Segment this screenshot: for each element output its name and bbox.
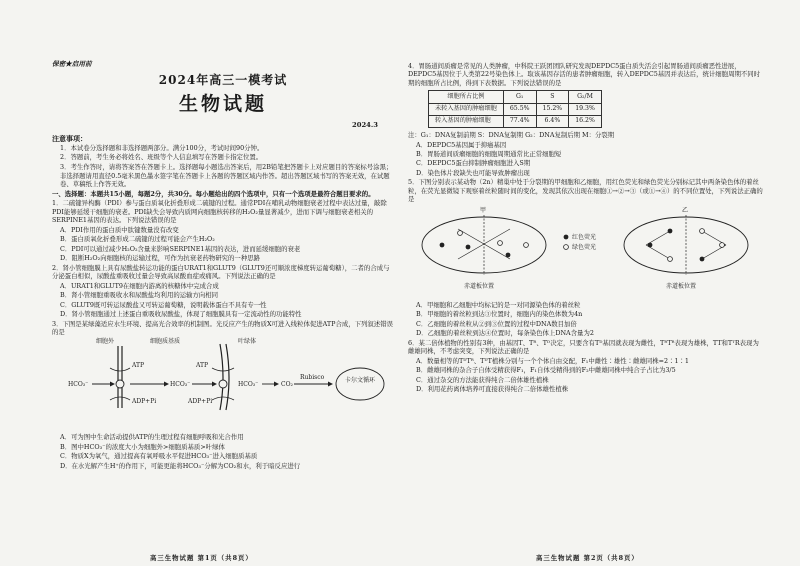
hco3-label: HCO₃⁻: [68, 381, 89, 389]
region-label: 叶绿体: [238, 338, 257, 346]
q5-option-d: D．乙细胞的着丝粒到达④位置时，每条染色体上DNA含量为2: [416, 329, 594, 338]
q5-option-b: B．甲细胞的着丝粒到达③位置时，细胞内的染色体数为4n: [416, 310, 583, 319]
cell-jia-label: 甲: [480, 206, 487, 214]
chloroplast-membrane: [220, 344, 223, 410]
notice-title: 注意事项：: [52, 133, 87, 143]
co2-label: CO₂: [281, 381, 293, 389]
q3-option-b: B．图中HCO₃⁻的浓度大小为细胞外>细胞质基质>叶绿体: [60, 442, 225, 451]
centromere-marker: [668, 256, 673, 261]
region-label: 细胞外: [96, 338, 115, 346]
q5-option-c: C．乙细胞的着丝粒从②到③位置的过程中DNA数目加倍: [416, 319, 577, 328]
question-3-stem: 3．下图是某绿藻适应水生环境、提高光合效率的机制图。光反应产生的物质X可进入线粒体促进ATP合成，下列叙述错误的是: [52, 319, 393, 336]
plate-label-jia: 赤道板位置: [464, 282, 495, 290]
table-cell: 77.4%: [503, 115, 536, 127]
chloroplast-transporter: [219, 380, 227, 388]
q3-option-c: C．物质X为氧气，通过提高有氧呼吸水平促进HCO₃⁻进入细胞质基质: [60, 452, 258, 461]
subject-title: 生物试题: [178, 92, 267, 115]
table-header-cell: G₂/M: [569, 91, 602, 103]
atp-label: ATP: [132, 362, 145, 370]
question-2-stem: 2．肾小管细胞膜上具有尿酸盐转运功能的蛋白URAT1和GLUT9（GLUT9还可顺浓度梯度转运葡萄糖），二者的合成与分泌蛋白相似，尿酸盐重吸收过量会导致高尿酸血症或痛风。下列说法正确的是: [52, 263, 390, 281]
table-cell: 6.4%: [536, 115, 569, 127]
q4-option-d: D．染色体片段缺失也可能导致肿瘤出现: [416, 168, 530, 177]
q2-option-b: B．肾小管细胞重吸收水和尿酸盐均利用的运输方向相同: [60, 291, 219, 300]
q6-option-d: D．利用花药离体培养可直接获得纯合二倍体雄性植株: [416, 385, 569, 393]
centromere-marker: [648, 242, 653, 247]
region-label: 细胞质基质: [150, 338, 181, 346]
q4-option-c: C．DEPDC5蛋白抑制肿瘤细胞进入S期: [416, 159, 531, 168]
q1-option-b: B．蛋白质氧化折叠形成二硫键的过程可能会产生H₂O₂: [60, 235, 215, 244]
table-header-cell: 细胞所占比例: [429, 91, 504, 103]
q1-option-d: D．阻断H₂O₂向细胞核的运输过程，可作为抗衰老药物研究的一种思路: [60, 254, 260, 263]
membrane-transporter: [116, 380, 124, 388]
hco3-label: HCO₃⁻: [238, 381, 259, 389]
page-1: [52, 60, 394, 471]
table-row: [429, 115, 602, 127]
centromere-marker: [720, 242, 725, 247]
centromere-marker: [700, 256, 705, 261]
question-4-stem: 4．胃肠道间质瘤是常见的人类肿瘤，中科院王跃团团队研究发现DEPDC5蛋白质失活会引起胃肠道间质瘤恶性进展，DEPDC5基因位于人类第22号染色体上。取该基因存活的患者肿瘤细胞，转入DEPDC5基因并表达后，统计细胞周期不同时期的细胞所占比例，得到下表数据。下列说法错误的是: [408, 62, 761, 87]
secret-mark: 保密★启用前: [52, 60, 92, 68]
centromere-marker: [524, 242, 529, 247]
q6-option-a: A．数量相等的TᴰTᴿ、TᴰT植株分别与一个个体自由交配，F₁中雌性∶雄性∶雌雄同株=2∶1∶1: [416, 356, 689, 365]
table-cell: 未转入基因的肿瘤细胞: [429, 103, 504, 115]
atp-label: ATP: [196, 362, 209, 370]
centromere-marker: [458, 230, 463, 235]
table-cell: 65.5%: [503, 103, 536, 115]
table-cell: 19.3%: [569, 103, 602, 115]
exam-date: 2024.3: [351, 120, 378, 129]
notice-item: 3．考生作答时，请将答案答在答题卡上。选择题每小题选出答案后，用2B铅笔把答题卡上对应题目的答案标号涂黑；非选择题请用直径0.5毫米黑色墨水签字笔在答题卡上各题的答题区域内作答。超出答题区域书写的答案无效，在试题卷、草稿纸上作答无效。: [60, 163, 393, 188]
footer-page-1: 高三生物试题 第1页（共8页）: [150, 554, 253, 562]
carbon-transport-diagram: [52, 338, 394, 430]
table-cell: 16.2%: [569, 115, 602, 127]
question-5-stem: 5．下图分别表示某动物（2n）精巢中处于分裂期的甲细胞和乙细胞，用红色荧光和绿色荧光分别标记其中两条染色体的着丝粒，在荧光显微镜下观察着丝粒随时间的变化，发现其依次出现在细胞①→②→③（或①→④）的不同位置处，下列说法正确的是: [408, 178, 763, 204]
q1-option-c: C．PDI可以通过减少H₂O₂含量来影响SERPINE1基因的表达，进而延缓细胞的衰老: [60, 244, 301, 253]
legend-red-dot: [564, 234, 569, 239]
table-cell: 转入基因的肿瘤细胞: [429, 115, 504, 127]
centromere-marker: [440, 242, 445, 247]
centromere-marker: [466, 244, 471, 249]
exam-title: 2024年高三一模考试: [158, 72, 288, 87]
q3-option-a: A．可为图中生命活动提供ATP的生理过程有细胞呼吸和光合作用: [60, 433, 244, 442]
question-1-stem: 1．二硫键异构酶（PDI）参与蛋白质氧化折叠形成二硫键的过程。通常PDI在哺乳动物细胞衰老过程中表达过量，敲除PDI能够延缓干细胞的衰老。PDI缺失会导致内质网向细胞核转移的H₂O₂量显著减少，进而下调与细胞衰老相关的SERPINE1基因的表达。下列说法错误的是: [52, 199, 387, 225]
q2-option-c: C．GLUT9既可转运尿酸盐又可转运葡萄糖，说明载体蛋白不具有专一性: [60, 300, 267, 309]
legend-green-label: 绿色荧光: [572, 243, 597, 251]
notice-item: 2．答题前，考生务必将姓名、班级等个人信息填写在答题卡指定位置。: [60, 153, 263, 162]
legend-red-label: 红色荧光: [572, 233, 597, 241]
q2-option-d: D．肾小管细胞通过上述蛋白重吸收尿酸盐，体现了细胞膜具有一定流动性的功能特性: [60, 310, 302, 319]
centromere-marker: [668, 228, 673, 233]
centromere-marker: [700, 228, 705, 233]
notice-item: 1．本试卷分选择题和非选择题两部分。满分100分，考试时间90分钟。: [60, 143, 264, 152]
q4-option-a: A．DEPDC5基因属于抑癌基因: [416, 140, 507, 149]
table-cell: 15.2%: [536, 103, 569, 115]
adp-label: ADP+Pi: [132, 398, 157, 406]
hco3-label: HCO₃⁻: [170, 381, 191, 389]
table-header-row: [429, 91, 602, 103]
table-header-cell: S: [536, 91, 569, 103]
q5-option-a: A．甲细胞和乙细胞中均标记的是一对同源染色体的着丝粒: [416, 300, 581, 309]
plate-label-yi: 赤道板位置: [666, 282, 697, 290]
table-row: [429, 103, 602, 115]
q2-option-a: A．URAT1和GLUT9在细胞内游离的核糖体中完成合成: [60, 281, 219, 290]
page-2: [408, 62, 764, 394]
centromere-marker: [498, 240, 503, 245]
section-heading: 一、选择题：本题共15小题，每题2分，共30分。每小题给出的四个选项中，只有一个选项是最符合题目要求的。: [52, 189, 375, 198]
cell-cycle-table: [428, 90, 602, 128]
calvin-cycle-label: 卡尔文循环: [345, 377, 376, 385]
q6-option-c: C．通过杂交的方法能获得纯合二倍体雄性植株: [416, 375, 549, 384]
q3-option-d: D．在水光解产生H⁺的作用下，可能更能将HCO₃⁻分解为CO₂和水，利于暗反应进行: [60, 461, 301, 470]
table-header-cell: G₁: [503, 91, 536, 103]
q4-option-b: B．胃肠道间质瘤细胞的细胞周期通常比正常细胞短: [416, 150, 562, 159]
centromere-marker: [506, 252, 511, 257]
legend-green-dot: [564, 244, 569, 249]
cell-yi-label: 乙: [682, 206, 689, 214]
question-6-stem: 6．某二倍体植物的性别有3种，由基因T、Tᴿ、Tᴰ决定，只要含有Tᴰ基因就表现为雌性，TᴿTᴿ表现为雄株，TT和TᵀR表现为雌雄同株，不考虑突变，下列说法正确的是: [408, 338, 759, 355]
q1-option-a: A．PDI作用的蛋白质中肽键数量没有改变: [60, 225, 179, 234]
table-note: 注：G₁：DNA复制前期 S：DNA复制期 G₂：DNA复制后期 M：分裂期: [408, 130, 615, 139]
rubisco-label: Rubisco: [300, 374, 325, 382]
adp-label: ADP+Pi: [188, 398, 213, 406]
footer-page-2: 高三生物试题 第2页（共8页）: [536, 554, 639, 562]
cell-division-figure: [408, 207, 764, 299]
q6-option-b: B．雌雄同株的杂合子自体受精获得F₁，F₁自体受精得到的F₂中雌雄同株中纯合子占比为3/5: [416, 366, 676, 375]
